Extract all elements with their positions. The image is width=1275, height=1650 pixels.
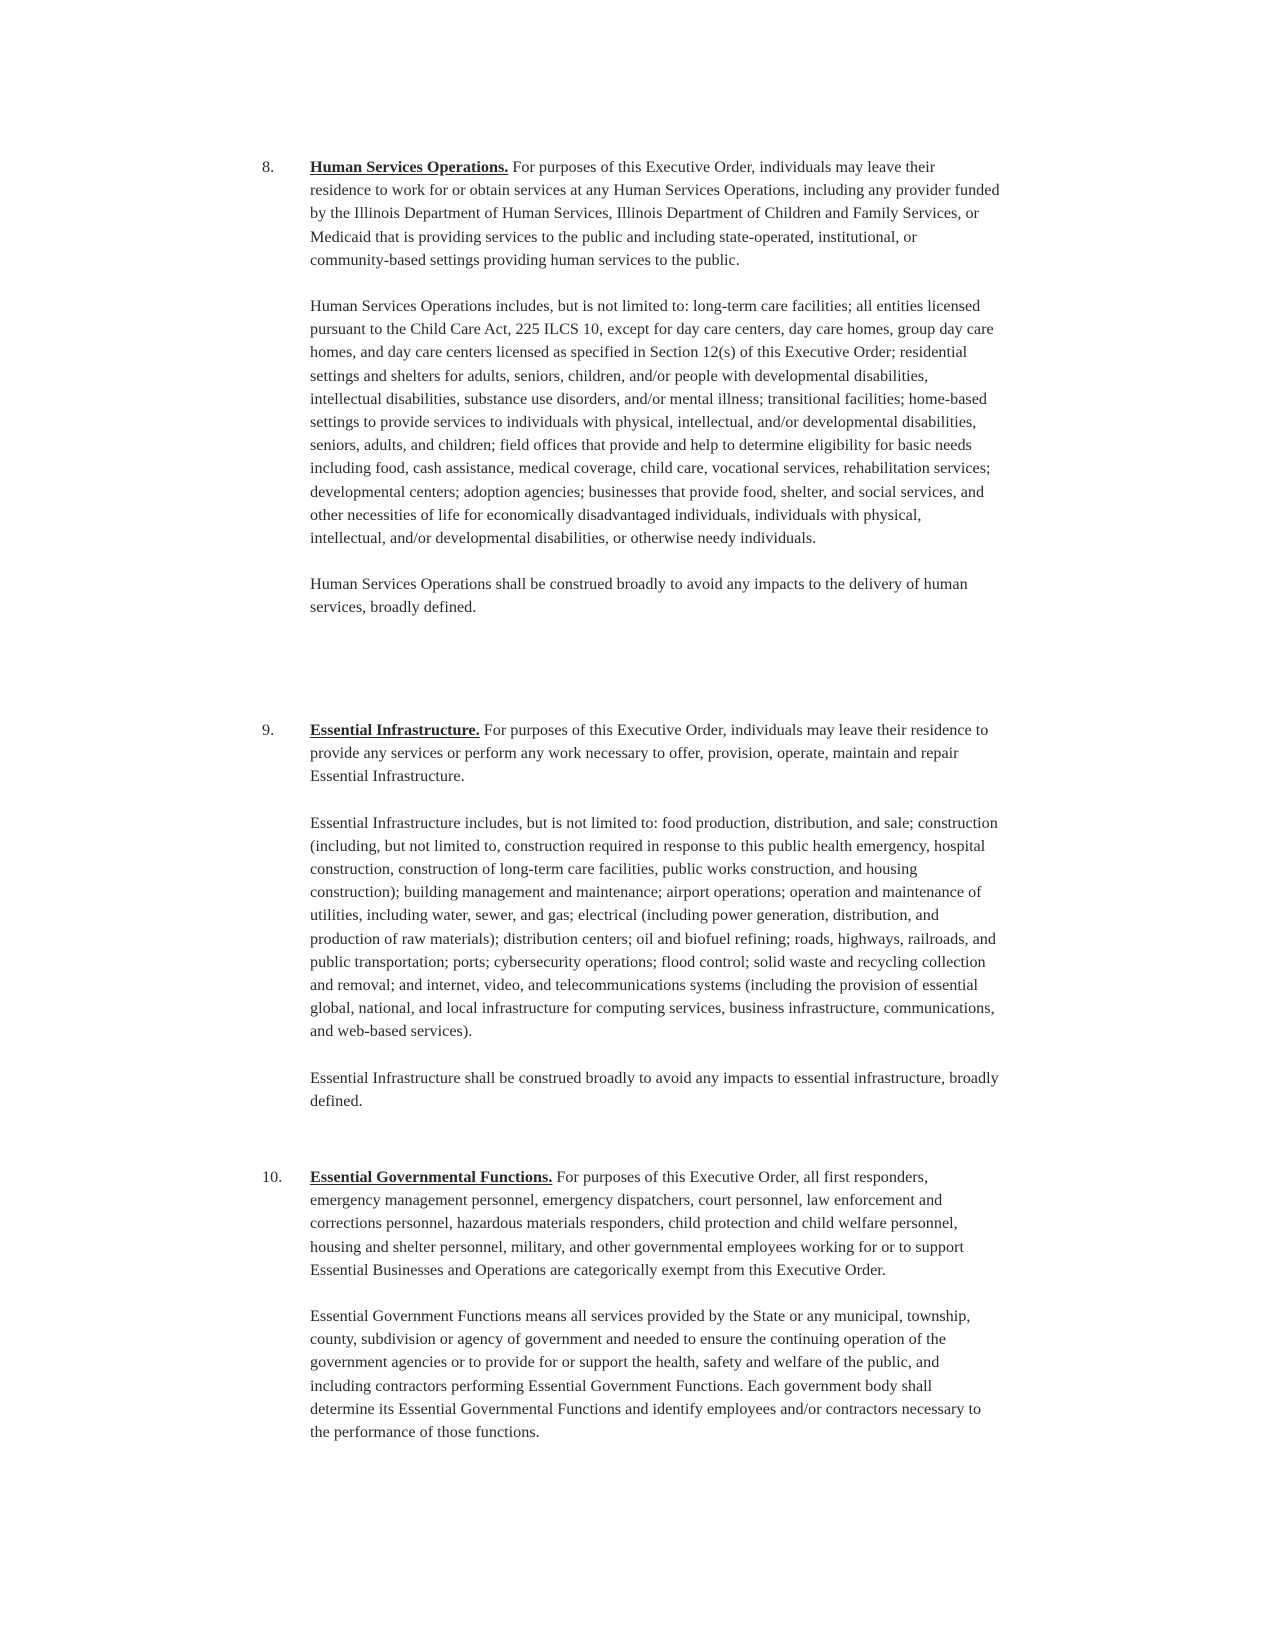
section-number: 8. bbox=[262, 158, 275, 176]
section-intro-text: For purposes of this Executive Order, individuals may leave their residence to work for or obtain services at any Human Services Operations, including any provider funded by the Illinois Department of Human Services, Illinois Department of Children and Family Services, or Medicaid that is providing services to the public and including state-operated, institutional, or community-based settings providing human services to the public. bbox=[310, 158, 1000, 269]
section-intro-text: For purposes of this Executive Order, all first responders, emergency management personnel, emergency dispatchers, court personnel, law enforcement and corrections personnel, hazardous materials responders, child protection and child welfare personnel, housing and shelter personnel, military, and other governmental employees working for or to support Essential Businesses and Operations are categorically exempt from this Executive Order. bbox=[310, 1168, 964, 1279]
section-number: 10. bbox=[262, 1168, 283, 1186]
section-heading: Essential Governmental Functions. bbox=[310, 1168, 553, 1186]
section-body bbox=[310, 719, 1000, 1113]
section-heading: Human Services Operations. bbox=[310, 158, 509, 176]
section-9-essential-infrastructure bbox=[262, 719, 1000, 1136]
section-intro-paragraph bbox=[310, 1166, 1000, 1282]
section-paragraph: Essential Infrastructure shall be construed broadly to avoid any impacts to essential infrastructure, broadly defined. bbox=[310, 1068, 999, 1110]
section-body bbox=[310, 156, 1000, 620]
section-body bbox=[310, 1166, 1000, 1444]
section-paragraph: Essential Government Functions means all services provided by the State or any municipal, township, county, subdivision or agency of government and needed to ensure the continuing operation of the government agencies or to provide for or support the health, safety and welfare of the public, and including contractors performing Essential Government Functions. Each government body shall determine its Essential Governmental Functions and identify employees and/or contractors necessary to the performance of those functions. bbox=[310, 1307, 982, 1442]
section-8-human-services-operations bbox=[262, 156, 1000, 643]
section-paragraph: Human Services Operations includes, but is not limited to: long-term care facilities; all entities licensed pursuant to the Child Care Act, 225 ILCS 10, except for day care centers, day care homes, group day care homes, and day care centers licensed as specified in Section 12(s) of this Executive Order; residential settings and shelters for adults, seniors, children, and/or people with developmental disabilities, intellectual disabilities, substance use disorders, and/or mental illness; transitional facilities; home-based settings to provide services to individuals with physical, intellectual, and/or developmental disabilities, seniors, adults, and children; field offices that provide and help to determine eligibility for basic needs including food, cash assistance, medical coverage, child care, vocational services, rehabilitation services; developmental centers; adoption agencies; businesses that provide food, shelter, and social services, and other necessities of life for economically disadvantaged individuals, individuals with physical, intellectual, and/or developmental disabilities, or otherwise needy individuals. bbox=[310, 297, 994, 548]
section-intro-paragraph bbox=[310, 156, 1000, 272]
section-number: 9. bbox=[262, 721, 275, 739]
section-paragraph: Human Services Operations shall be construed broadly to avoid any impacts to the delivery of human services, broadly defined. bbox=[310, 575, 968, 617]
section-intro-paragraph bbox=[310, 719, 1000, 789]
section-paragraph: Essential Infrastructure includes, but is not limited to: food production, distribution, and sale; construction (including, but not limited to, construction required in response to this public health emergency, hospital construction, construction of long-term care facilities, public works construction, and housing construction); building management and maintenance; airport operations; operation and maintenance of utilities, including water, sewer, and gas; electrical (including power generation, distribution, and production of raw materials); distribution centers; oil and biofuel refining; roads, highways, railroads, and public transportation; ports; cybersecurity operations; flood control; solid waste and recycling collection and removal; and internet, video, and telecommunications systems (including the provision of essential global, national, and local infrastructure for computing services, business infrastructure, communications, and web-based services). bbox=[310, 813, 998, 1041]
section-10-essential-governmental-functions bbox=[262, 1166, 1000, 1467]
section-heading: Essential Infrastructure. bbox=[310, 721, 480, 739]
section-intro-text: For purposes of this Executive Order, individuals may leave their residence to provide any services or perform any work necessary to offer, provision, operate, maintain and repair Essential Infrastructure. bbox=[310, 721, 989, 786]
